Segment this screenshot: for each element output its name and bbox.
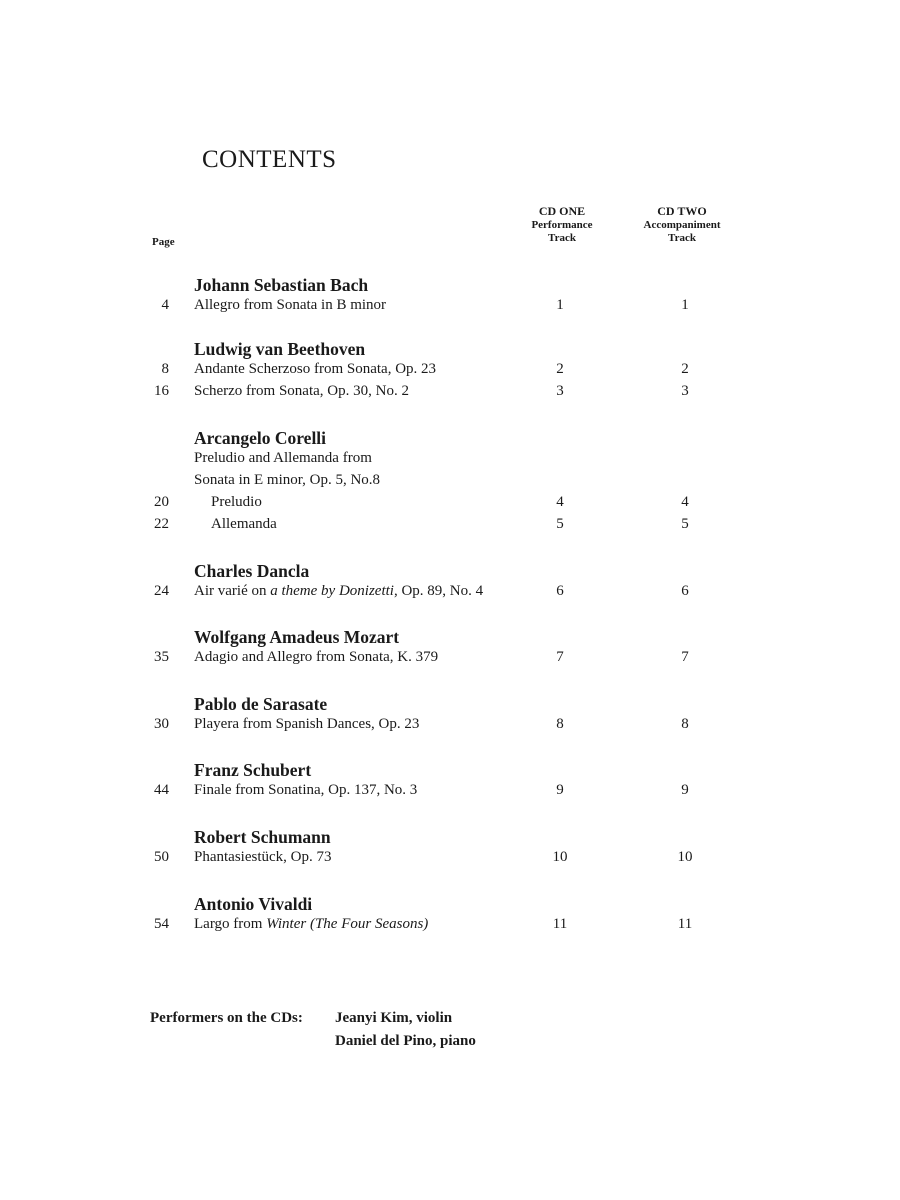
contents-row <box>0 782 900 804</box>
piece-title: Sonata in E minor, Op. 5, No.8 <box>194 472 381 488</box>
piece-title: Scherzo from Sonata, Op. 30, No. 2 <box>194 383 409 399</box>
composer-name: Franz Schubert <box>194 760 312 780</box>
piece-title-part: , Op. 89, No. 4 <box>393 583 484 599</box>
page-number: 4 <box>161 297 169 313</box>
performer-name: Jeanyi Kim, violin <box>335 1010 453 1026</box>
piece-title: Finale from Sonatina, Op. 137, No. 3 <box>194 782 418 798</box>
cd-two-track-number: 11 <box>677 916 693 932</box>
piece-title: Andante Scherzoso from Sonata, Op. 23 <box>194 361 437 377</box>
page-number: 22 <box>154 516 169 532</box>
cd-one-track-number: 1 <box>556 297 564 313</box>
cd-one-track-number: 7 <box>556 649 564 665</box>
cd-two-track-number: 5 <box>681 516 689 532</box>
cd-one-track-number: 6 <box>556 583 564 599</box>
cd-one-track-number: 5 <box>556 516 564 532</box>
contents-row <box>0 849 900 871</box>
page-number: 54 <box>154 916 169 932</box>
page-number: 20 <box>154 494 169 510</box>
piece-title <box>194 916 428 933</box>
page-number: 50 <box>154 849 169 865</box>
piece-title: Preludio and Allemanda from <box>194 450 372 466</box>
cd-one-track-number: 3 <box>556 383 564 399</box>
piece-title-part: Air varié on <box>194 583 271 599</box>
performers-label: Performers on the CDs: <box>150 1010 303 1026</box>
page-number: 16 <box>154 383 169 399</box>
page-number: 8 <box>161 361 169 377</box>
cd-two-track-number: 10 <box>677 849 693 865</box>
page-number: 35 <box>154 649 169 665</box>
contents-row <box>0 383 900 405</box>
cd-one-track-number: 10 <box>552 849 568 865</box>
cd-two-track-number: 2 <box>681 361 689 377</box>
cd-one-subtitle-track: Track <box>548 232 576 244</box>
cd-two-track-number: 8 <box>681 716 689 732</box>
contents-row <box>0 297 900 319</box>
cd-two-track-number: 7 <box>681 649 689 665</box>
cd-one-title: CD ONE <box>538 204 586 218</box>
contents-row <box>0 916 900 938</box>
composer-name: Ludwig van Beethoven <box>194 339 366 359</box>
cd-two-title: CD TWO <box>657 204 707 218</box>
cd-one-track-number: 8 <box>556 716 564 732</box>
contents-row <box>0 494 900 516</box>
cd-two-subtitle: Accompaniment <box>643 219 721 231</box>
composer-name: Wolfgang Amadeus Mozart <box>194 627 400 647</box>
page-number: 30 <box>154 716 169 732</box>
composer-name: Johann Sebastian Bach <box>194 275 369 295</box>
contents-row <box>0 361 900 383</box>
page-number: 24 <box>154 583 169 599</box>
contents-row <box>0 583 900 605</box>
piece-title: Preludio <box>211 494 262 510</box>
cd-one-track-number: 2 <box>556 361 564 377</box>
cd-two-track-number: 9 <box>681 782 689 798</box>
cd-one-track-number: 9 <box>556 782 564 798</box>
piece-title-part: Largo from <box>194 916 267 932</box>
page-number: 44 <box>154 782 169 798</box>
piece-title: Allemanda <box>211 516 277 532</box>
piece-title: Adagio and Allegro from Sonata, K. 379 <box>194 649 439 665</box>
piece-title-part: a theme by Donizetti <box>270 583 394 599</box>
cd-two-subtitle-track: Track <box>668 232 696 244</box>
composer-name: Pablo de Sarasate <box>194 694 328 714</box>
composer-name: Robert Schumann <box>194 827 331 847</box>
composer-name: Antonio Vivaldi <box>194 894 313 914</box>
contents-row <box>0 450 900 472</box>
contents-row <box>0 516 900 538</box>
cd-two-track-number: 3 <box>681 383 689 399</box>
cd-two-track-number: 1 <box>681 297 689 313</box>
composer-name: Charles Dancla <box>194 561 310 581</box>
contents-row <box>0 472 900 494</box>
cd-two-track-number: 4 <box>681 494 689 510</box>
piece-title: Phantasiestück, Op. 73 <box>194 849 332 865</box>
composer-name: Arcangelo Corelli <box>194 428 327 448</box>
piece-title: Playera from Spanish Dances, Op. 23 <box>194 716 420 732</box>
cd-one-track-number: 11 <box>552 916 568 932</box>
page-title: CONTENTS <box>202 146 337 173</box>
performer-name: Daniel del Pino, piano <box>335 1033 476 1049</box>
contents-row <box>0 716 900 738</box>
contents-row <box>0 649 900 671</box>
page-column-header: Page <box>152 236 175 248</box>
cd-one-track-number: 4 <box>556 494 564 510</box>
cd-one-subtitle: Performance <box>531 219 593 231</box>
piece-title: Allegro from Sonata in B minor <box>194 297 387 313</box>
piece-title <box>194 583 483 600</box>
piece-title-part: Winter (The Four Seasons) <box>266 916 429 932</box>
cd-two-track-number: 6 <box>681 583 689 599</box>
